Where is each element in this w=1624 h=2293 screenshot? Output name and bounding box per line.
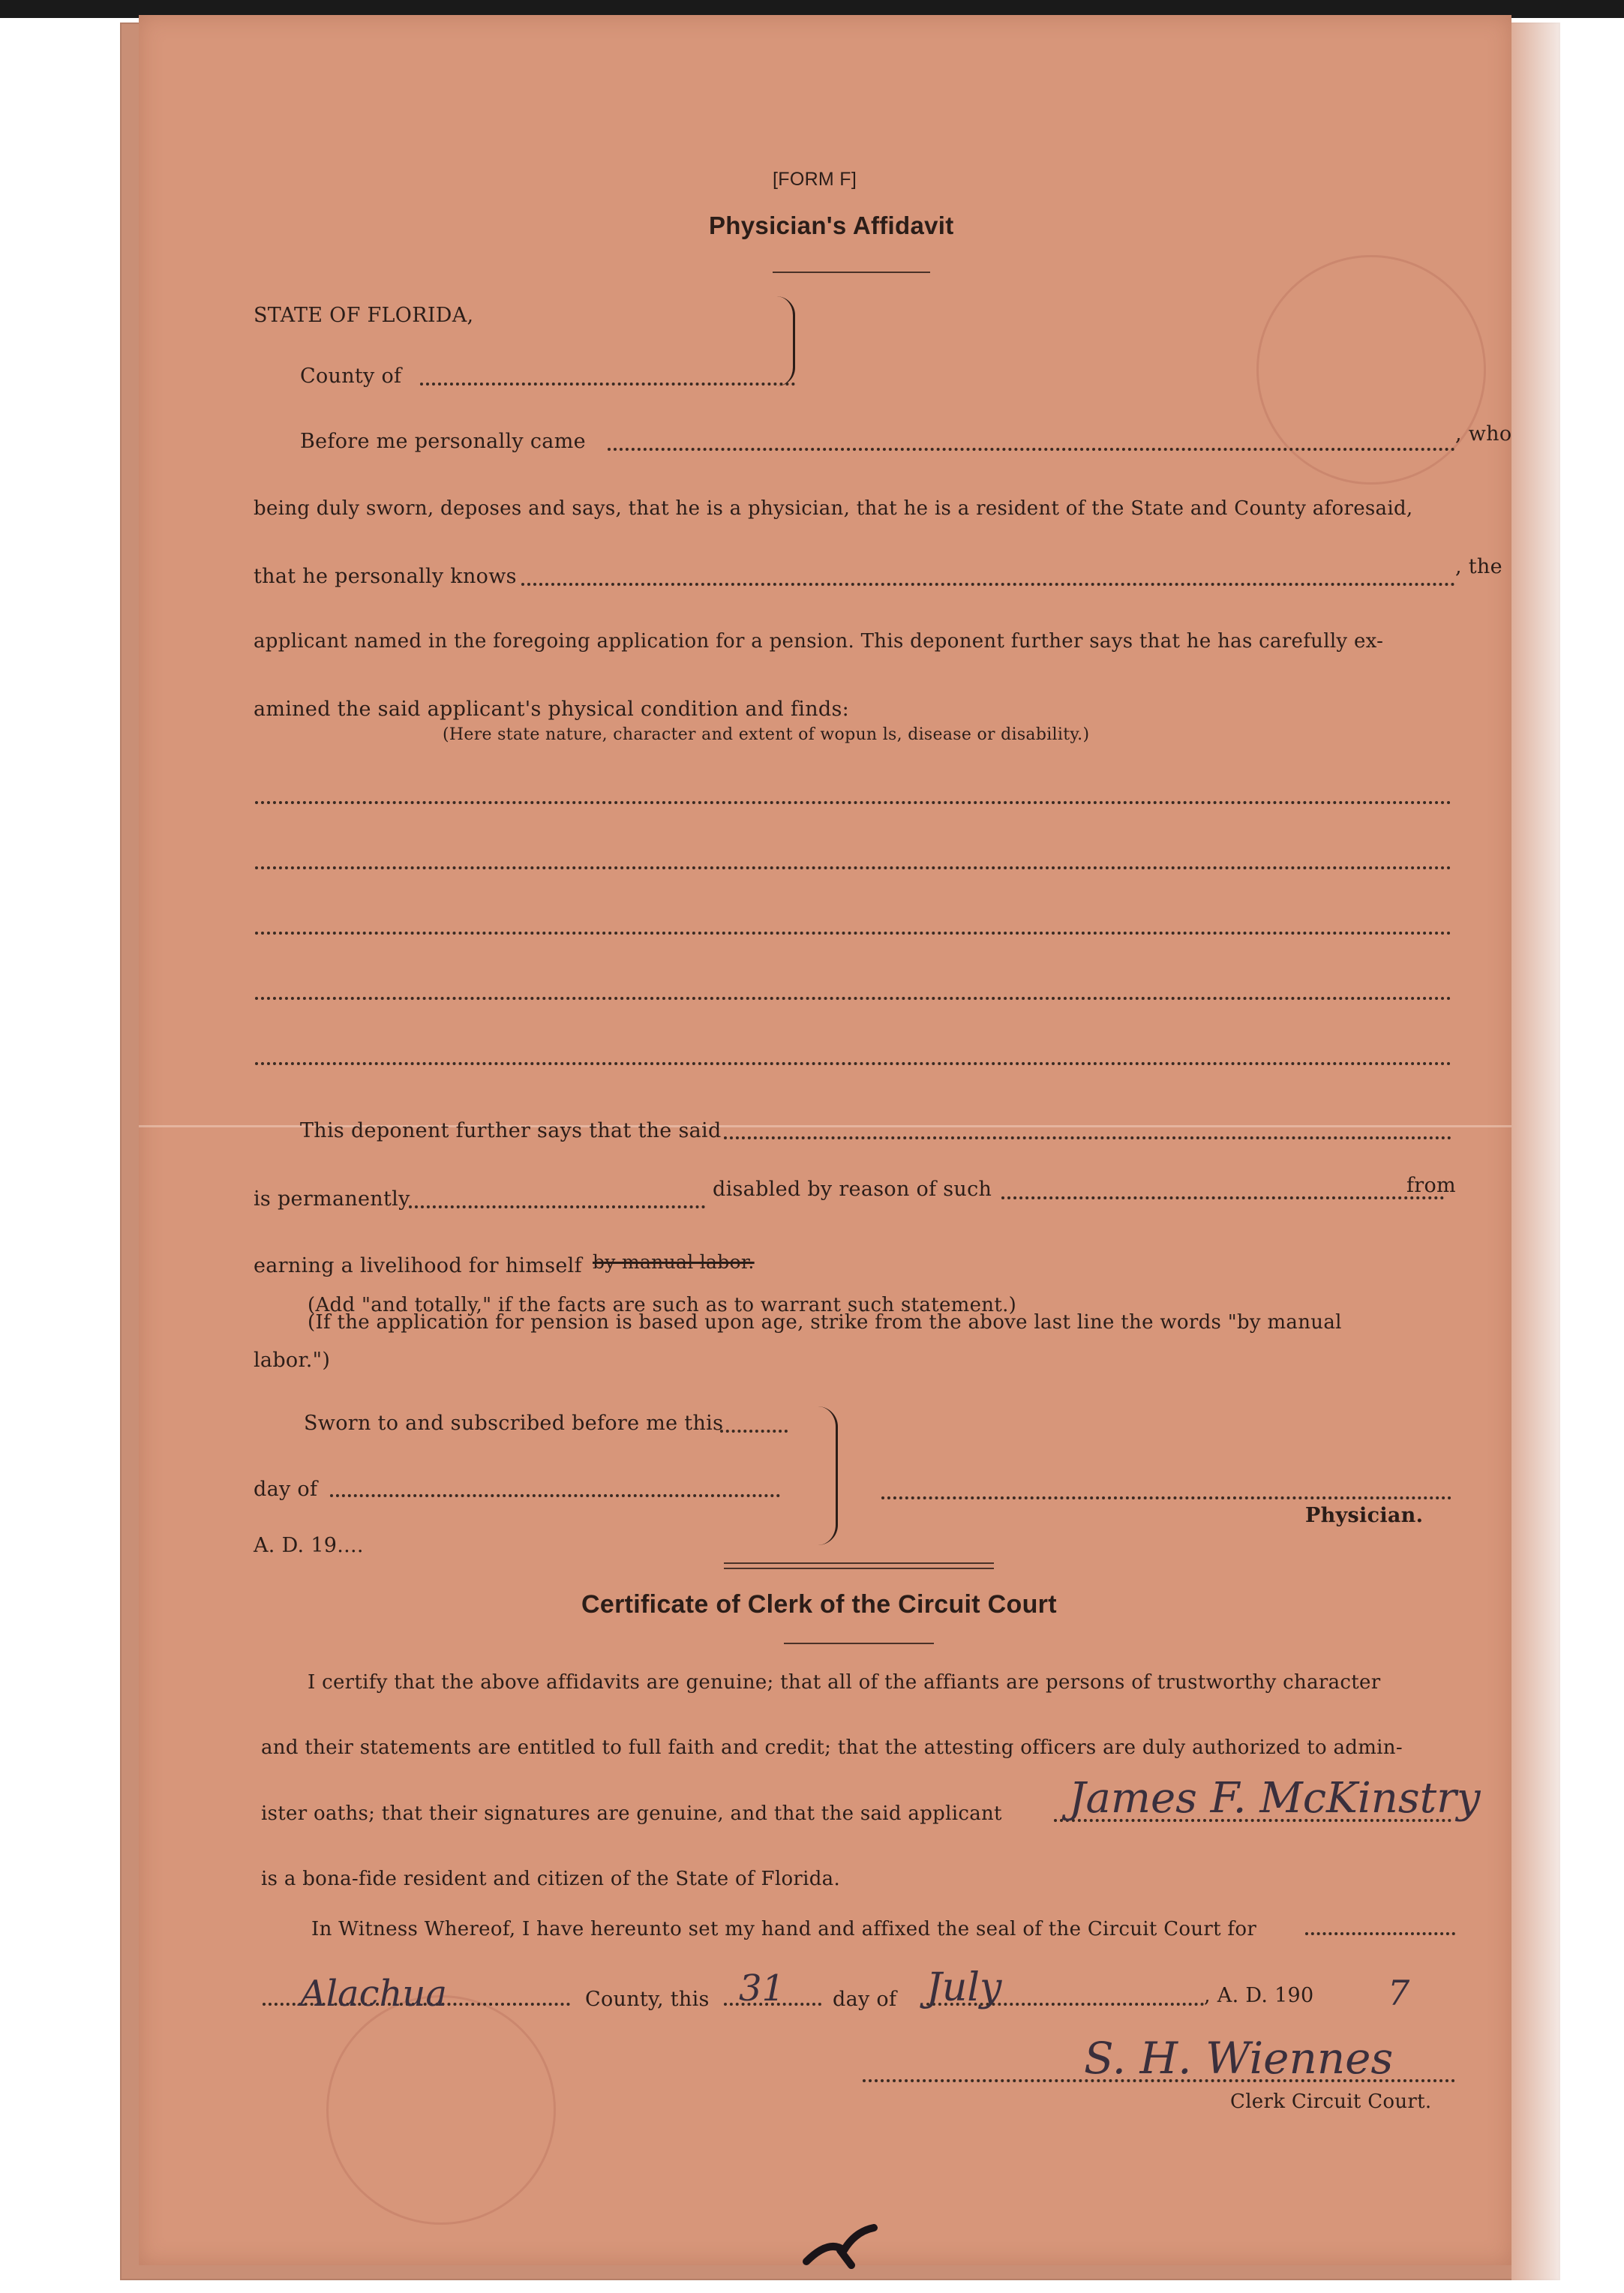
ad-text: , A. D. 190 (1204, 1984, 1314, 2007)
affidavit-document (139, 15, 1511, 2265)
further-says-blank (724, 1136, 1451, 1139)
cert-line-2: and their statements are entitled to full faith and credit; that the attesting officers are duly authorized to admin- (261, 1736, 1403, 1759)
permanently-text: is permanently (254, 1187, 410, 1211)
affiant-name-blank (608, 448, 1455, 451)
day-of-text-2: day of (833, 1988, 897, 2011)
county-label: County of (300, 365, 402, 388)
examined-line: amined the said applicant's physical condition and finds: (254, 698, 850, 721)
the-text: , the (1455, 555, 1502, 578)
year-handwritten: 7 (1388, 1973, 1410, 2013)
cert-line-4: is a bona-fide resident and citizen of the State of Florida. (261, 1868, 841, 1890)
cert-title-rule (784, 1643, 934, 1644)
certificate-title: Certificate of Clerk of the Circuit Court (581, 1590, 1057, 1619)
clerk-signature: S. H. Wiennes (1084, 2033, 1394, 2084)
jurat-bracket (818, 1406, 838, 1545)
title-rule (773, 272, 930, 273)
struck-words: by manual labor. (593, 1251, 755, 1273)
before-me-text: Before me personally came (300, 430, 586, 453)
earning-text: earning a livelihood for himself (254, 1254, 582, 1277)
embossed-seal-lower (326, 1995, 556, 2225)
month-handwritten: July (926, 1965, 1002, 2010)
ink-mark-icon (799, 2224, 881, 2269)
day-of-text: day of (254, 1478, 318, 1501)
findings-blank-5 (255, 1062, 1451, 1065)
disabled-text: disabled by reason of such (713, 1178, 992, 1201)
who-text: , who (1455, 422, 1512, 446)
form-label: [FORM F] (773, 169, 857, 190)
cert-line-1: I certify that the above affidavits are genuine; that all of the affiants are persons of trustworthy character (308, 1671, 1381, 1694)
age-note: (If the application for pension is based upon age, strike from the above last line the words "by manual (308, 1311, 1342, 1334)
nature-note: (Here state nature, character and extent of wopun ls, disease or disability.) (443, 725, 1090, 744)
from-text: from (1406, 1174, 1456, 1197)
sworn-day-blank (720, 1430, 788, 1433)
jurat-month-blank (330, 1494, 780, 1497)
applicant-line: applicant named in the foregoing application for a pension. This deponent further says that he has carefully ex- (254, 630, 1384, 653)
findings-blank-2 (255, 866, 1451, 869)
witness-line: In Witness Whereof, I have hereunto set my hand and affixed the seal of the Circuit Court for (311, 1918, 1257, 1940)
cert-line-3: ister oaths; that their signatures are genuine, and that the said applicant (261, 1802, 1002, 1825)
findings-blank-4 (255, 997, 1451, 1000)
county-this-text: County, this (585, 1988, 710, 2011)
known-person-blank (521, 583, 1455, 586)
age-note-end: labor.") (254, 1349, 331, 1372)
findings-blank-3 (255, 932, 1451, 935)
clerk-label: Clerk Circuit Court. (1230, 2090, 1432, 2113)
plastic-sleeve-edge (1511, 23, 1560, 2280)
permanently-blank (409, 1205, 705, 1208)
county-blank (420, 383, 795, 386)
personally-knows-text: that he personally knows (254, 565, 517, 588)
physician-signature-blank (881, 1496, 1451, 1499)
physician-label: Physician. (1305, 1504, 1424, 1527)
disabled-reason-blank (1001, 1196, 1444, 1199)
further-says-text: This deponent further says that the said (300, 1119, 722, 1142)
sworn-line: being duly sworn, deposes and says, that he is a physician, that he is a resident of the State and County aforesaid, (254, 497, 1413, 520)
day-handwritten: 31 (739, 1967, 785, 2009)
totally-note: (Add "and totally," if the facts are such as to warrant such statement.) (308, 1294, 1017, 1316)
page-title: Physician's Affidavit (709, 212, 954, 239)
cert-rule-bottom (724, 1568, 994, 1569)
sworn-text: Sworn to and subscribed before me this (304, 1412, 724, 1435)
state-label: STATE OF FLORIDA, (254, 304, 474, 327)
venue-bracket (776, 296, 795, 386)
jurat-year: A. D. 19.... (254, 1534, 364, 1557)
cert-rule-top (724, 1562, 994, 1564)
applicant-handwritten-name: James F. McKinstry (1069, 1774, 1481, 1823)
county-handwritten: Alachua (300, 1973, 447, 2015)
court-county-blank (1305, 1932, 1455, 1935)
findings-blank-1 (255, 801, 1451, 804)
